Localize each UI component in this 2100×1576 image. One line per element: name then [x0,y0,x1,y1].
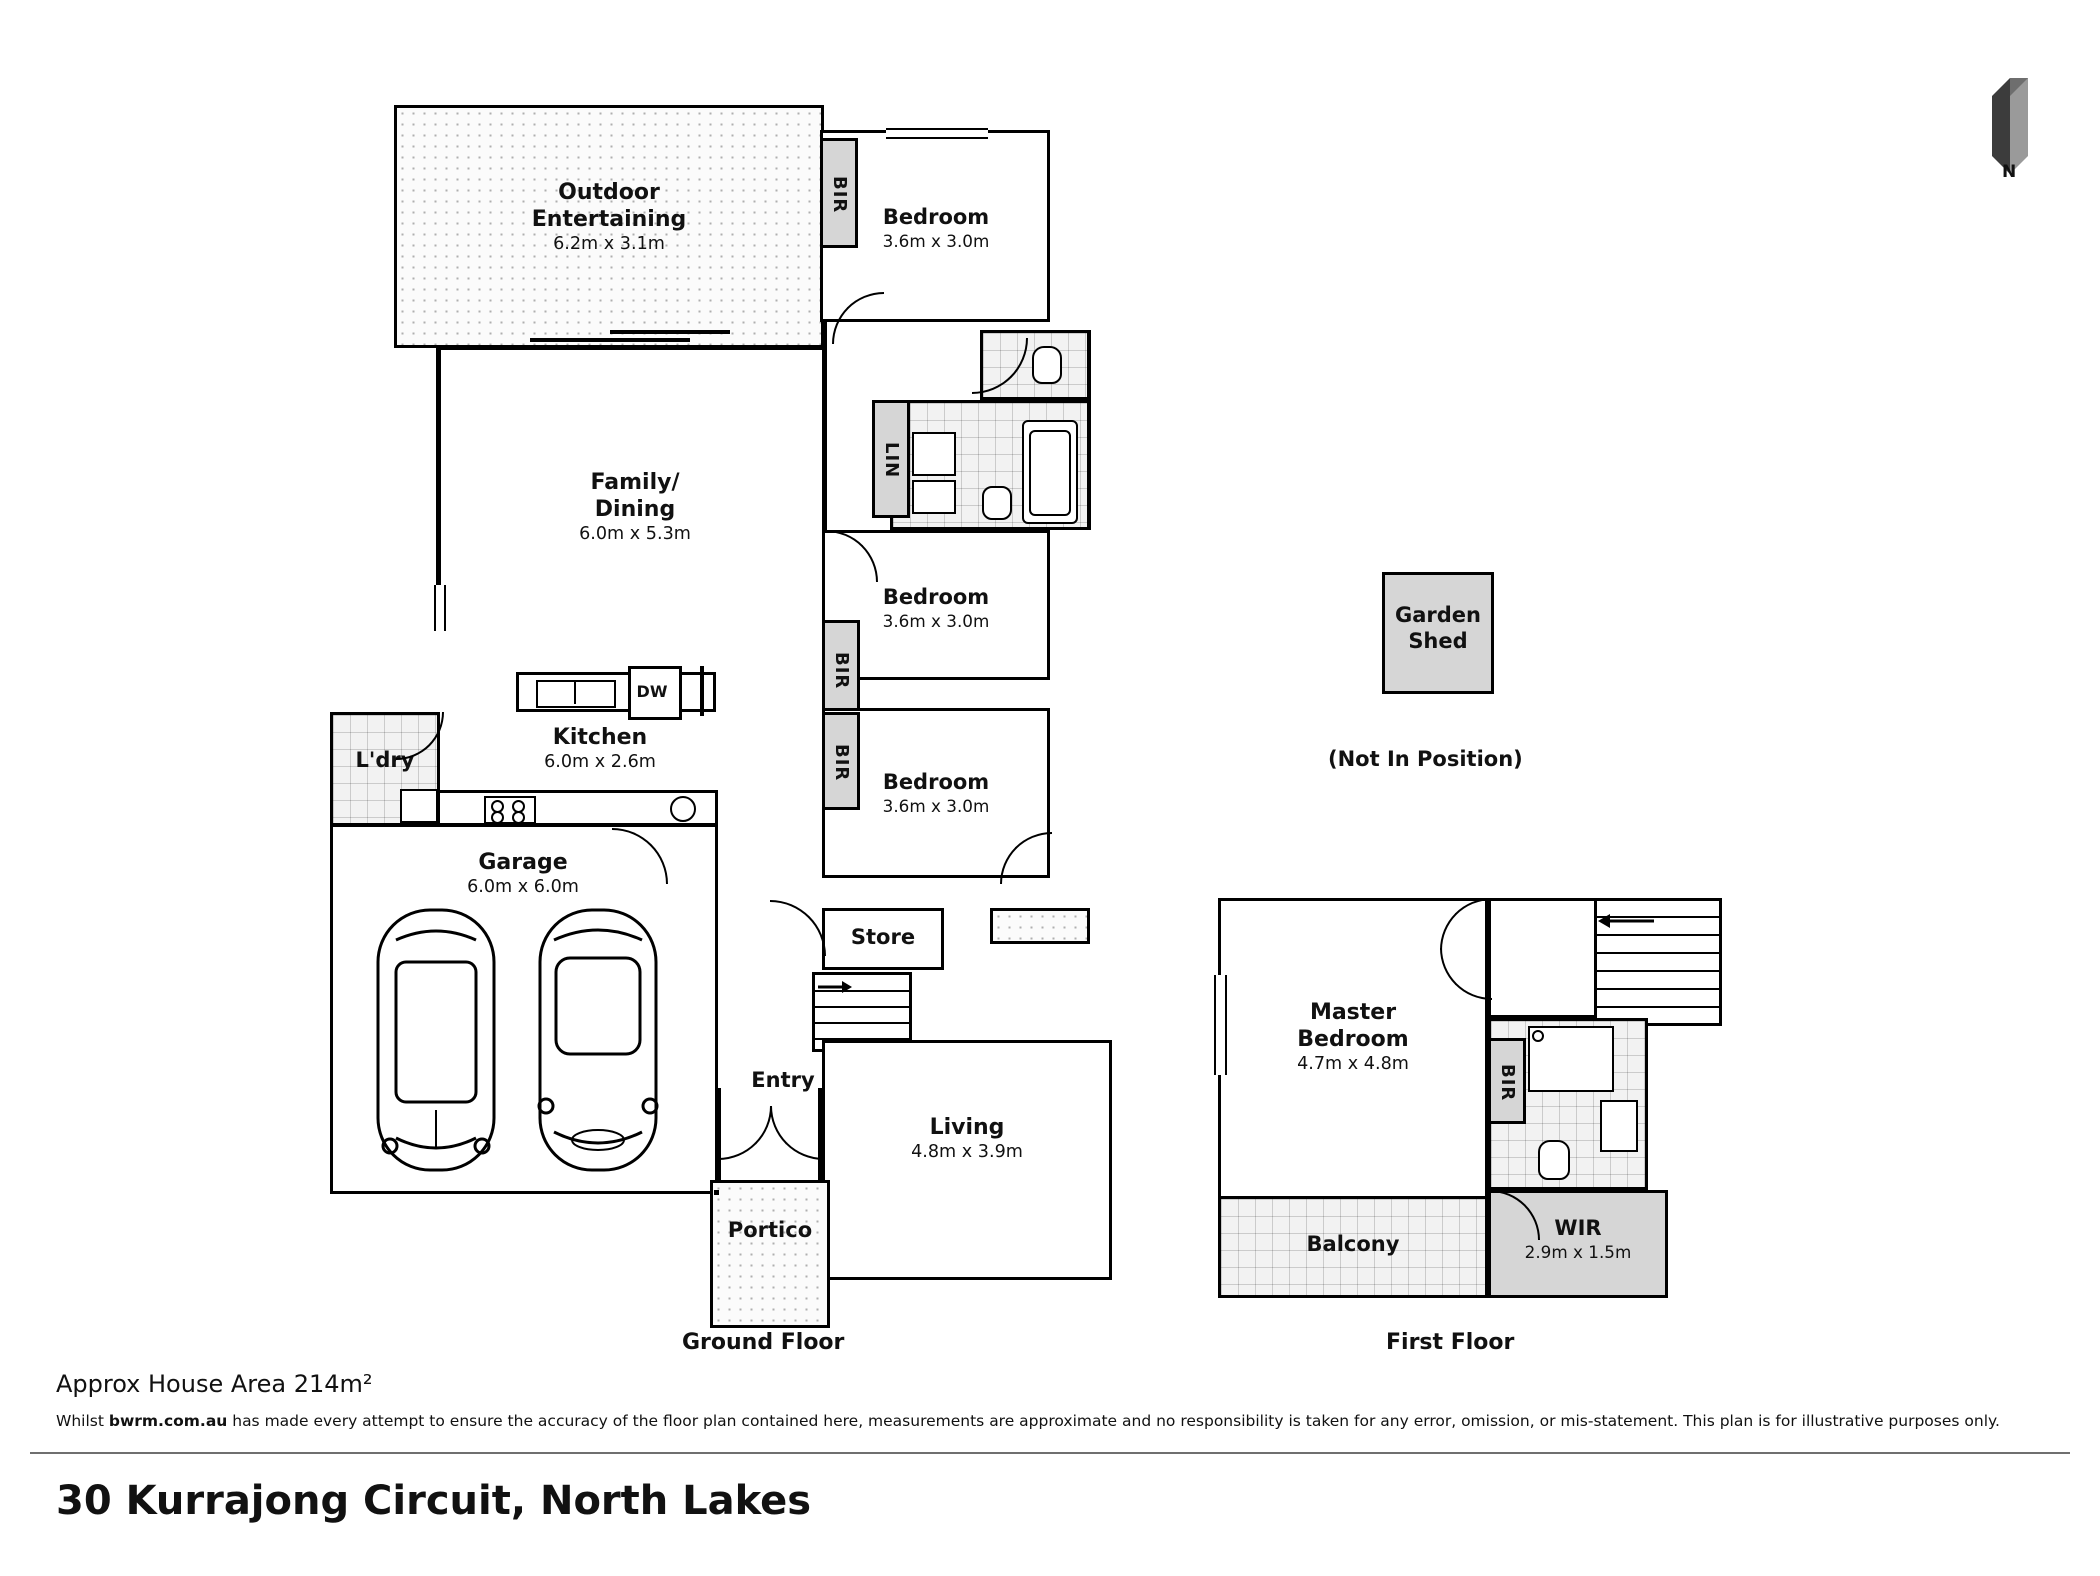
sliding-door-outdoor-2 [610,330,730,334]
note-shed-not-in-position: (Not In Position) [1328,747,1523,771]
entry-path-strip [990,908,1090,944]
label-bir-2: BIR [831,652,852,690]
label-portico: Portico [727,1218,813,1242]
car-icon-left [368,900,504,1180]
wall-kitchen-right [700,666,704,716]
label-bedroom-1: Bedroom 3.6m x 3.0m [882,205,990,251]
disclaimer-brand[interactable]: bwrm.com.au [108,1412,228,1430]
label-lin: LIN [881,441,902,479]
cooktop-burner-4 [512,811,525,824]
label-family-dining: Family/ Dining 6.0m x 5.3m [579,470,691,544]
label-bir-master: BIR [1497,1064,1518,1102]
window-bedroom-1 [886,128,988,139]
label-bedroom-3: Bedroom 3.6m x 3.0m [882,770,990,816]
label-bedroom-2: Bedroom 3.6m x 3.0m [882,585,990,631]
stair-direction-arrow-ground [816,975,852,999]
label-outdoor-entertaining: Outdoor Entertaining 6.2m x 3.1m [531,180,687,254]
stair-tread-f4 [1596,970,1720,972]
entry-door-left [718,1106,772,1160]
stair-tread-f6 [1596,1006,1720,1008]
label-entry: Entry [751,1068,815,1092]
entry-door-right [770,1106,824,1160]
kitchen-basin-round [670,796,696,822]
car-icon-right [530,900,666,1180]
approx-house-area: Approx House Area 214m² [56,1370,373,1398]
footer-divider [30,1452,2070,1454]
label-garage: Garage 6.0m x 6.0m [467,850,579,897]
stair-direction-arrow-first [1596,910,1656,932]
wall-hall-upper [1087,330,1091,530]
wc-2-fixture [982,486,1012,520]
wall-entry-left [716,1088,721,1183]
compass-rose [1980,70,2060,190]
label-master-bedroom: Master Bedroom 4.7m x 4.8m [1297,1000,1409,1074]
property-address: 30 Kurrajong Circuit, North Lakes [56,1478,812,1524]
compass-label: N [2002,162,2017,182]
label-store: Store [850,925,916,949]
toilet-ensuite-fixture [1538,1140,1570,1180]
floor-title-ground: Ground Floor [682,1330,845,1355]
label-balcony: Balcony [1306,1232,1400,1256]
sliding-door-outdoor [530,338,690,342]
label-kitchen: Kitchen 6.0m x 2.6m [544,725,656,772]
label-laundry: L'dry [355,748,415,772]
disclaimer-text: Whilst bwrm.com.au has made every attempt to ensure the accuracy of the floor plan contained here, measurements are approximate and no responsibility is taken for any error, omission, or mis-statement. This plan is for illustrative purposes only. [56,1412,2000,1430]
label-garden-shed: Garden Shed [1395,603,1481,653]
wall-garage-bottom-right [714,1190,719,1195]
vanity-ensuite-fixture [1600,1100,1638,1152]
wc-toilet-fixture [1032,346,1062,384]
kitchen-sink-divider [574,680,576,704]
bathtub-inner [1029,430,1071,516]
shower-ensuite-drain [1532,1030,1544,1042]
label-living: Living 4.8m x 3.9m [911,1115,1023,1162]
stair-tread-f5 [1596,988,1720,990]
kitchen-sink-fixture [536,680,616,708]
floor-title-first: First Floor [1386,1330,1515,1355]
laundry-tub-fixture [400,789,438,823]
wall-family-right [822,320,827,550]
window-family-left [434,585,446,631]
label-wir: WIR 2.9m x 1.5m [1524,1216,1632,1262]
label-dw: DW [636,682,668,701]
wall-family-top [436,345,826,350]
stair-tread-f3 [1596,952,1720,954]
door-store [770,900,826,956]
cooktop-burner-3 [491,811,504,824]
stair-tread-2 [814,1006,910,1008]
wall-entry-right [818,1088,823,1183]
wall-family-left [436,345,441,610]
room-portico [710,1180,830,1328]
window-master-left [1214,975,1227,1075]
label-bir-1: BIR [829,176,850,214]
stair-tread-f2 [1596,934,1720,936]
vanity-basin-fixture [912,480,956,514]
stair-tread-3 [814,1022,910,1024]
label-bir-3: BIR [831,744,852,782]
shower-fixture [912,432,956,476]
